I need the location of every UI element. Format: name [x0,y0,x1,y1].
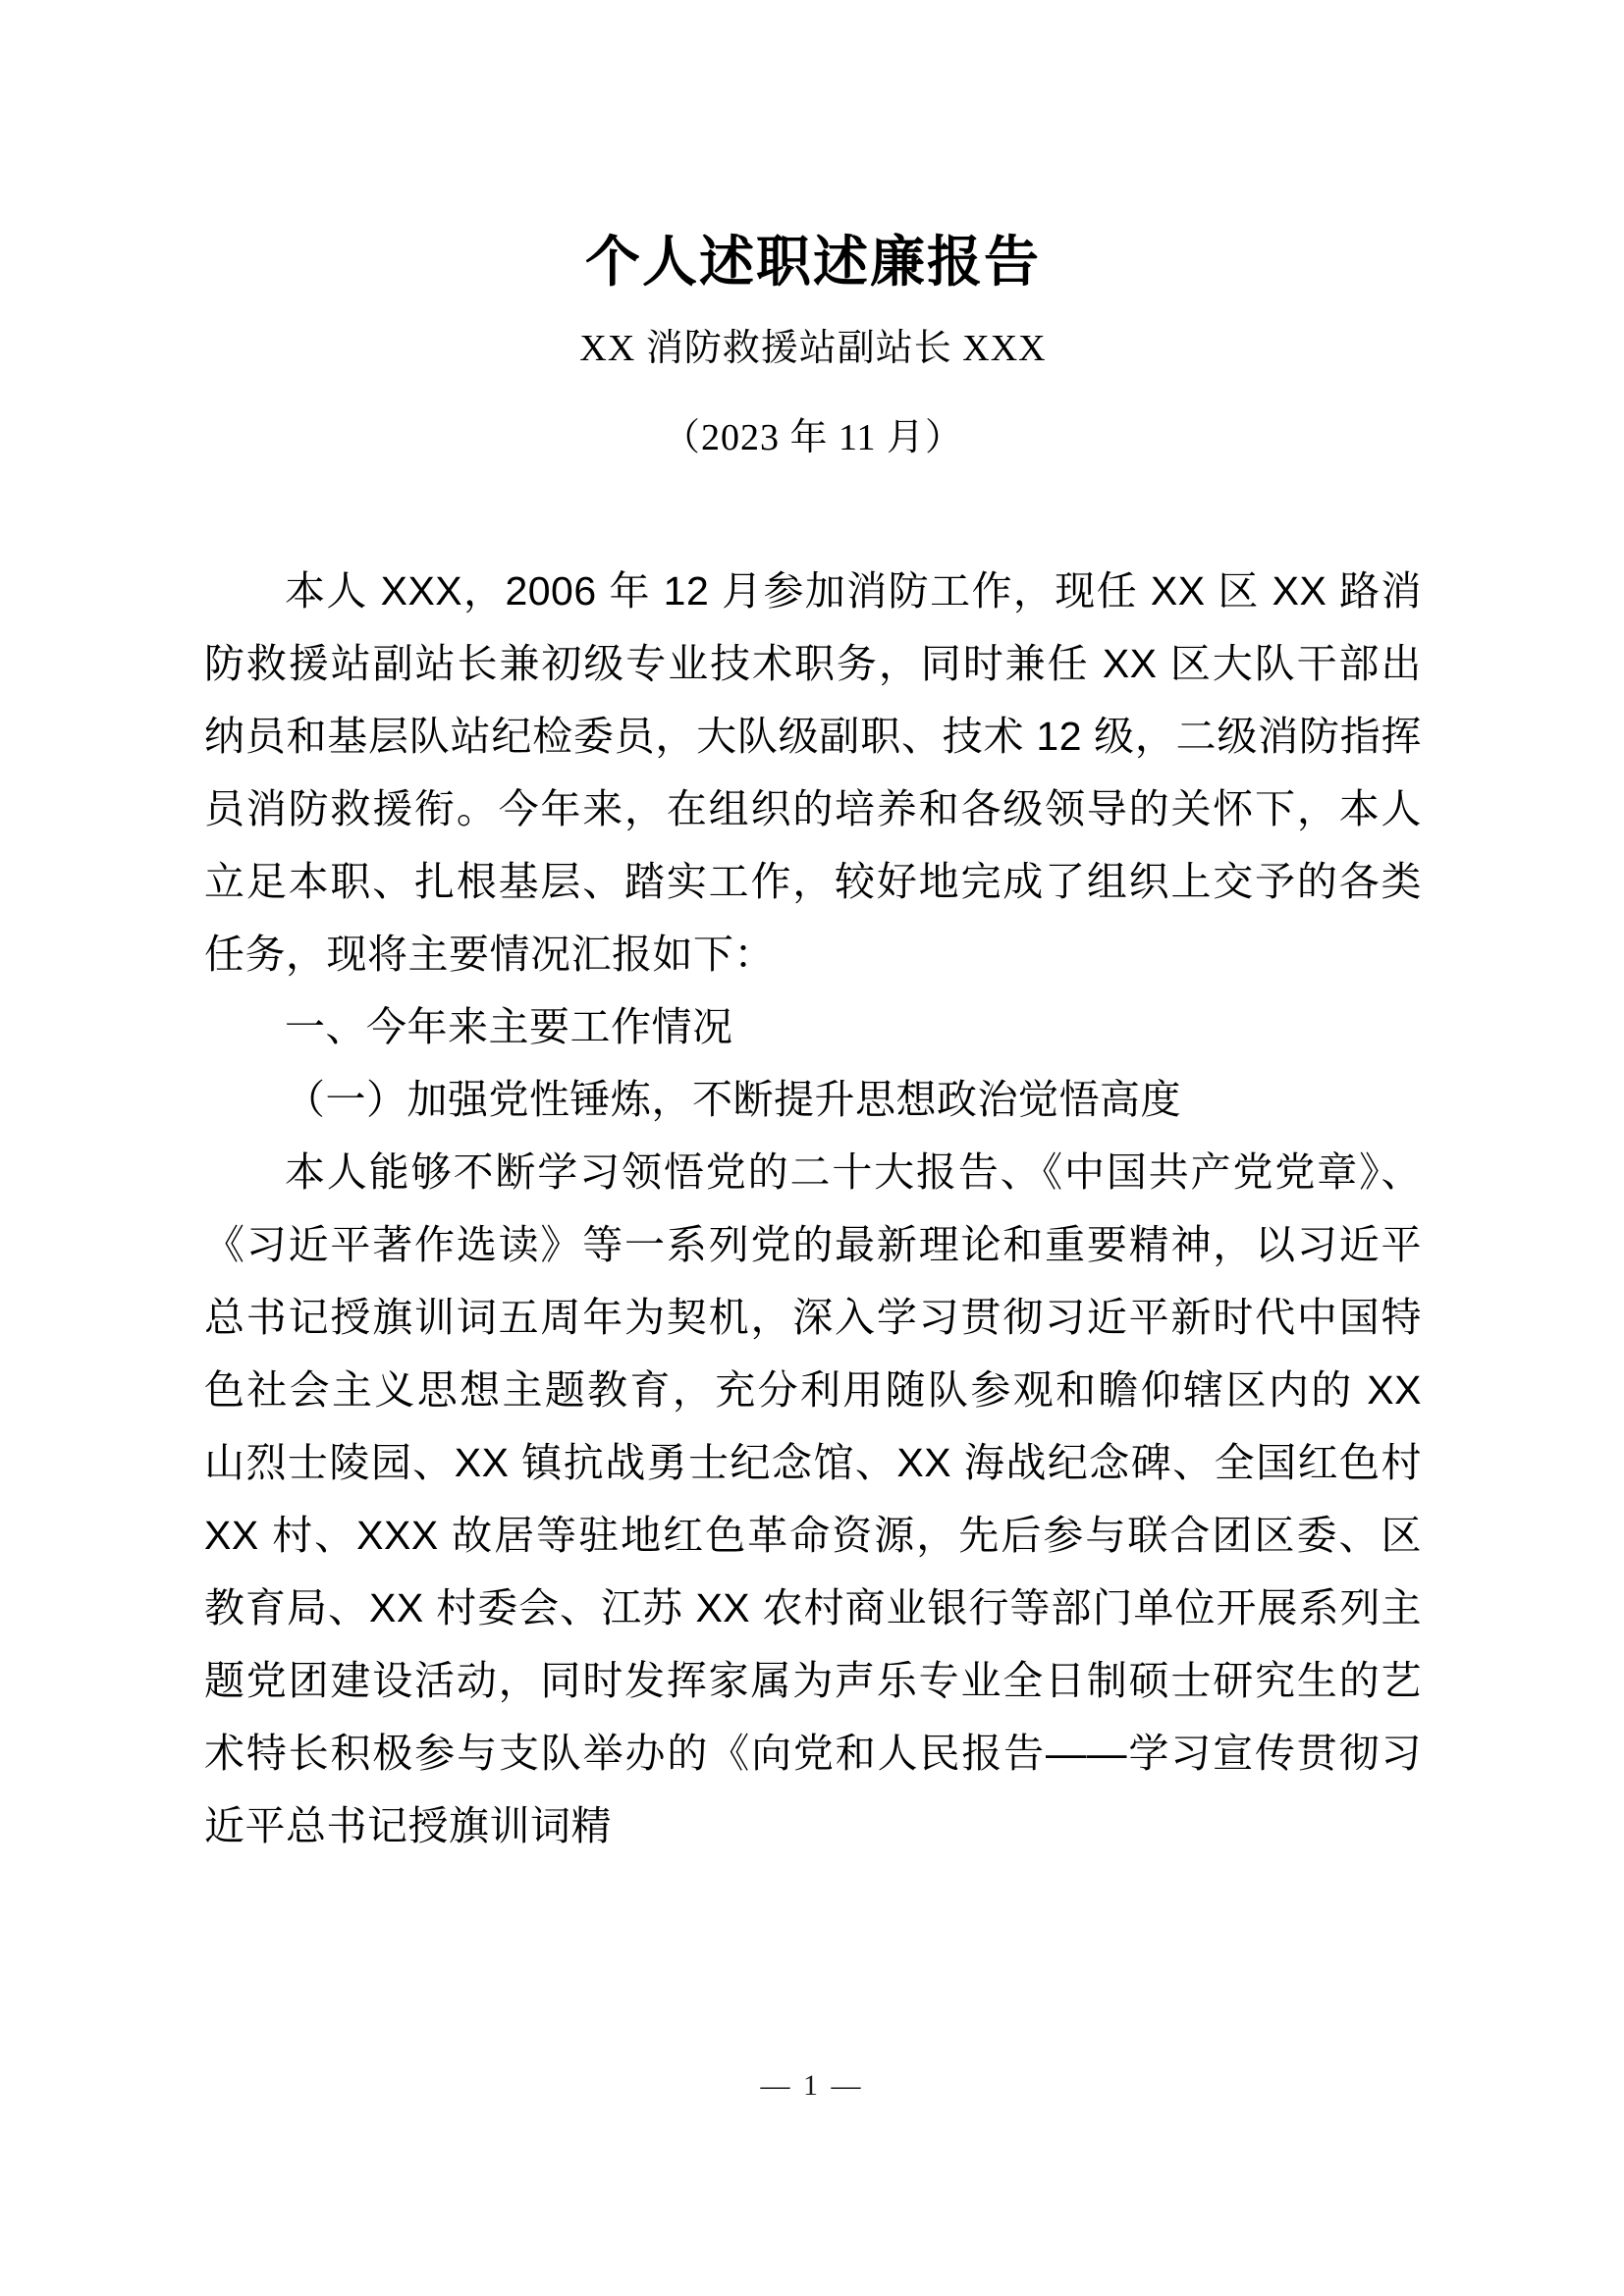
intro-paragraph: 本人 XXX，2006 年 12 月参加消防工作，现任 XX 区 XX 路消防救援站副站长兼初级专业技术职务，同时兼任 XX 区大队干部出纳员和基层队站纪检委员，大队级副职、技术 12 级，二级消防指挥员消防救援衔。今年来，在组织的培养和各级领导的关怀下，本人立足本职、扎根基层、踏实工作，较好地完成了组织上交予的各类任务，现将主要情况汇报如下： [204,567,1422,977]
section-heading-one: 一、今年来主要工作情况 [285,1003,733,1049]
document-subtitle: XX 消防救援站副站长 XXX [579,328,1047,369]
document-body [204,464,1422,1862]
page-title: 个人述职述廉报告 [585,231,1041,293]
document-content [204,0,1422,1862]
party-spirit-paragraph: 本人能够不断学习领悟党的二十大报告、《中国共产党党章》、《习近平著作选读》等一系列党的最新理论和重要精神，以习近平总书记授旗训词五周年为契机，深入学习贯彻习近平新时代中国特色社会主义思想主题教育，充分利用随队参观和瞻仰辖区内的 XX 山烈士陵园、XX 镇抗战勇士纪念馆、XX 海战纪念碑、全国红色村 XX 村、XXX 故居等驻地红色革命资源，先后参与联合团区委、区教育局、XX 村委会、江苏 XX 农村商业银行等部门单位开展系列主题党团建设活动，同时发挥家属为声乐专业全日制硕士研究生的艺术特长积极参与支队举办的《向党和人民报告——学习宣传贯彻习近平总书记授旗训词精 [204,1148,1422,1848]
page-number-footer: — 1 — [760,2069,864,2102]
document-date: （2023 年 11 月） [662,417,964,459]
subsection-heading-one-a: （一）加强党性锤炼，不断提升思想政治觉悟高度 [285,1076,1181,1122]
